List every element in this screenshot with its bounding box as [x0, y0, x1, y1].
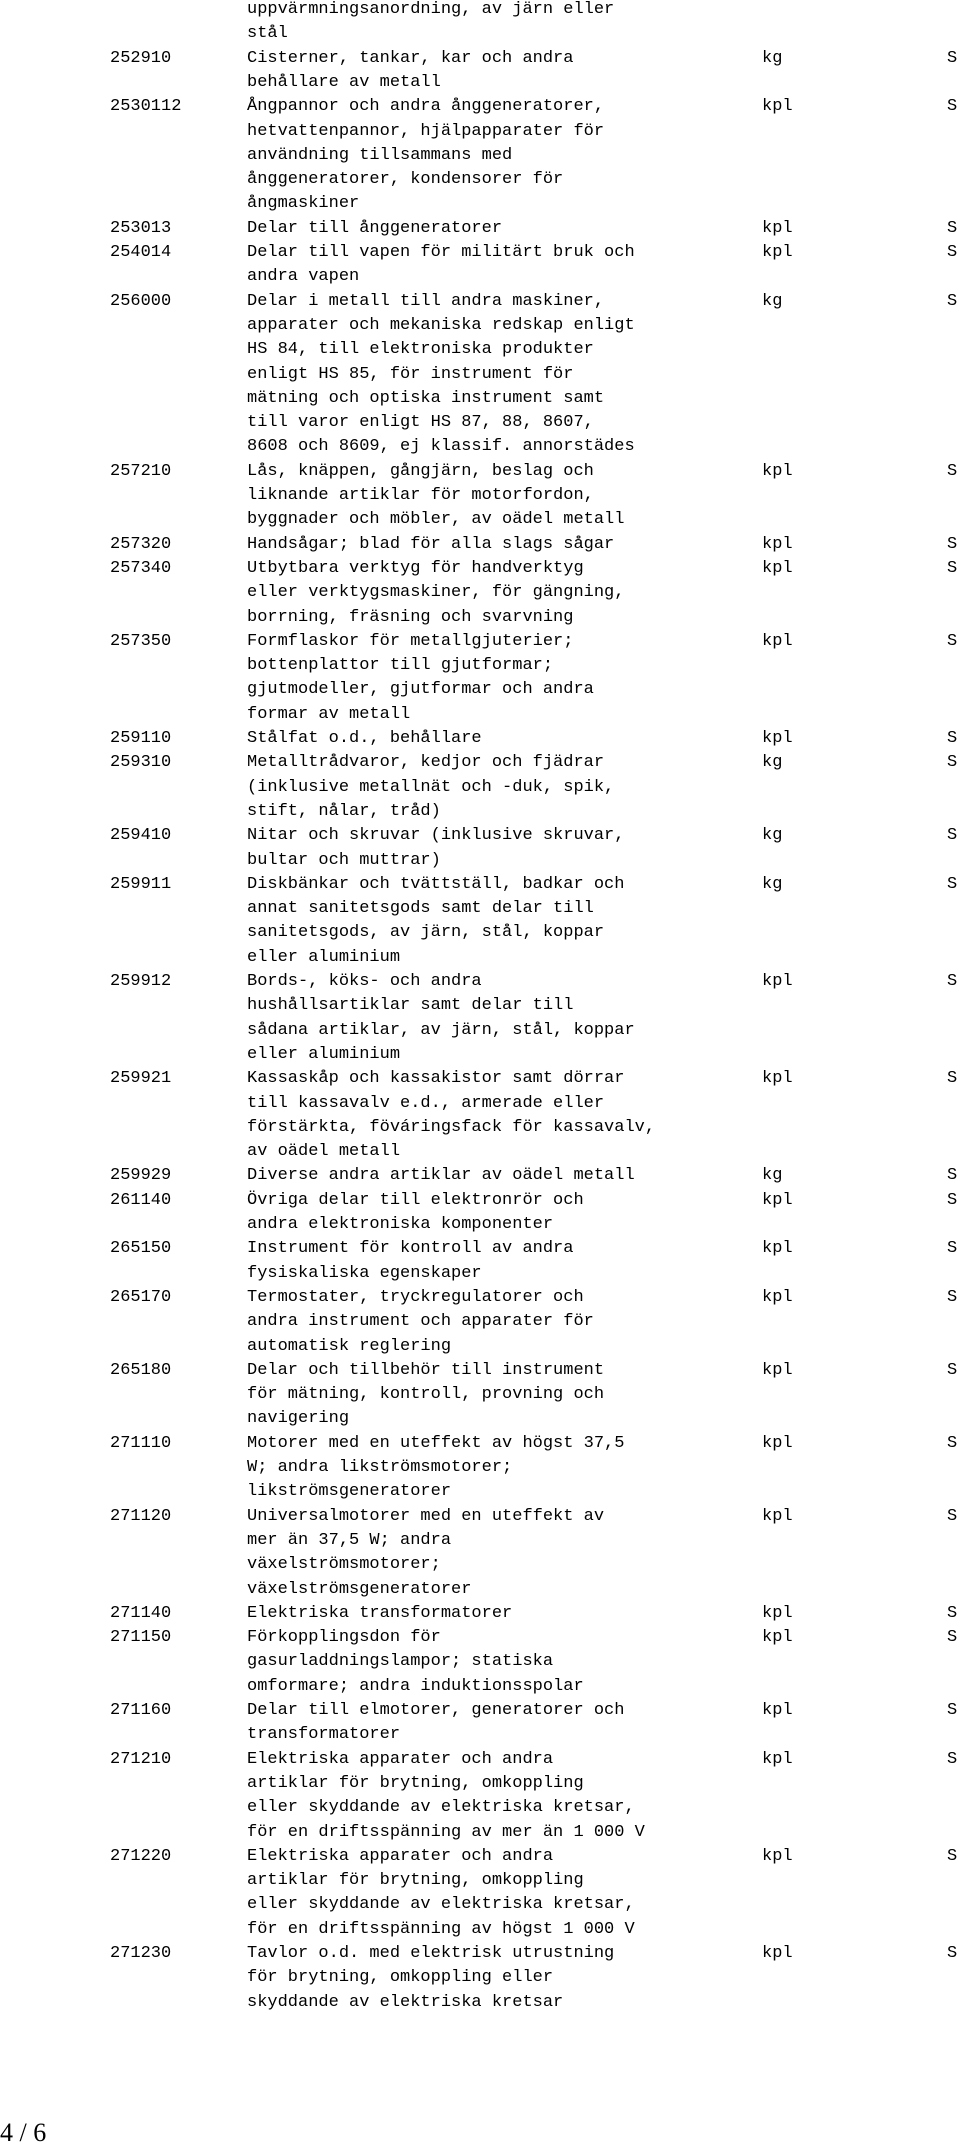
product-code: 259912	[110, 972, 172, 991]
product-code: 265150	[110, 1239, 172, 1259]
product-description-line: enligt HS 85, för instrument för	[247, 364, 574, 384]
product-code: 254014	[110, 243, 172, 262]
product-description-line: ånggeneratorer, kondensorer för	[247, 170, 564, 190]
product-description-line: gjutmodeller, gjutformar och andra	[247, 680, 594, 700]
unit-value: kpl	[762, 1069, 793, 1089]
unit-value: kg	[762, 874, 783, 894]
product-description-line: Cisterner, tankar, kar och andra	[247, 48, 574, 68]
product-description-line: sanitetsgods, av järn, stål, koppar	[247, 923, 605, 943]
product-description-line: Elektriska apparater och andra	[247, 1749, 554, 1769]
unit-value: kg	[762, 48, 783, 68]
product-description-line: Delar till elmotorer, generatorer och	[247, 1701, 625, 1720]
product-description-line: hetvattenpannor, hjälpapparater för	[247, 121, 605, 141]
product-description-line: Stålfat o.d., behållare	[247, 729, 482, 748]
category-value: S	[947, 826, 958, 846]
product-description-line: Elektriska apparater och andra	[247, 1846, 554, 1866]
product-code: 265170	[110, 1287, 172, 1307]
product-description-line: stift, nålar, tråd)	[247, 801, 441, 821]
product-code: 271140	[110, 1603, 172, 1623]
category-value: S	[947, 1239, 958, 1259]
category-value: S	[947, 1701, 958, 1720]
product-description-line: Ångpannor och andra ånggeneratorer,	[247, 97, 605, 117]
product-code: 259410	[110, 826, 172, 846]
product-description-line: till varor enligt HS 87, 88, 8607,	[247, 413, 594, 433]
unit-value: kpl	[762, 218, 793, 238]
category-value: S	[947, 1944, 958, 1963]
product-description-line: borrning, fräsning och svarvning	[247, 607, 574, 627]
category-value: S	[947, 558, 958, 578]
product-description-line: 8608 och 8609, ej klassif. annorstädes	[247, 437, 635, 457]
product-description-line: Delar och tillbehör till instrument	[247, 1360, 605, 1380]
product-description-line: liknande artiklar för motorfordon,	[247, 486, 594, 505]
product-description-line: mätning och optiska instrument samt	[247, 388, 605, 408]
product-description-line: Utbytbara verktyg för handverktyg	[247, 558, 584, 578]
unit-value: kpl	[762, 1239, 793, 1259]
category-value: S	[947, 1190, 958, 1210]
product-description-line: artiklar för brytning, omkoppling	[247, 1871, 584, 1891]
category-value: S	[947, 1603, 958, 1623]
unit-value: kg	[762, 753, 783, 773]
product-code: 271220	[110, 1846, 172, 1866]
product-code: 252910	[110, 48, 172, 68]
category-value: S	[947, 1846, 958, 1866]
unit-value: kpl	[762, 1190, 793, 1210]
product-code: 259110	[110, 729, 172, 748]
product-description-line: växelströmsgeneratorer	[247, 1579, 472, 1599]
unit-value: kg	[762, 826, 783, 846]
category-value: S	[947, 972, 958, 991]
product-description-line: ångmaskiner	[247, 194, 360, 214]
product-description-line: navigering	[247, 1409, 350, 1429]
product-description-line: eller skyddande av elektriska kretsar,	[247, 1798, 635, 1818]
product-description-line: Instrument för kontroll av andra	[247, 1239, 574, 1259]
unit-value: kpl	[762, 534, 793, 554]
unit-value: kpl	[762, 1506, 793, 1526]
product-code: 261140	[110, 1190, 172, 1210]
product-description-line: eller skyddande av elektriska kretsar,	[247, 1895, 635, 1915]
product-code: 256000	[110, 291, 172, 311]
product-description-line: eller verktygsmaskiner, för gängning,	[247, 583, 625, 603]
product-description-line: användning tillsammans med	[247, 145, 513, 165]
product-code: 271120	[110, 1506, 172, 1526]
product-description-line: andra vapen	[247, 267, 360, 287]
product-code: 265180	[110, 1360, 172, 1380]
product-description-line: (inklusive metallnät och -duk, spik,	[247, 777, 615, 797]
product-description-line: byggnader och möbler, av oädel metall	[247, 510, 625, 530]
product-description-line: Förkopplingsdon för	[247, 1628, 441, 1648]
product-description-line: för mätning, kontroll, provning och	[247, 1385, 605, 1405]
unit-value: kpl	[762, 558, 793, 578]
product-code: 259310	[110, 753, 172, 773]
product-code: 257350	[110, 631, 172, 651]
product-description-line: Elektriska transformatorer	[247, 1603, 513, 1623]
product-description-line: Kassaskåp och kassakistor samt dörrar	[247, 1069, 625, 1089]
product-description-line: artiklar för brytning, omkoppling	[247, 1773, 584, 1793]
product-code: 259911	[110, 874, 172, 894]
product-code: 271230	[110, 1944, 172, 1963]
product-description-line: Universalmotorer med en uteffekt av	[247, 1506, 605, 1526]
category-value: S	[947, 1069, 958, 1089]
product-description-line: eller aluminium	[247, 1044, 401, 1064]
product-description-line: Diverse andra artiklar av oädel metall	[247, 1166, 635, 1186]
product-description-line: Termostater, tryckregulatorer och	[247, 1287, 584, 1307]
page-number: 4 / 6	[0, 2118, 47, 2147]
product-description-line: stål	[247, 24, 288, 44]
unit-value: kpl	[762, 1749, 793, 1769]
product-description-line: skyddande av elektriska kretsar	[247, 1992, 564, 2012]
unit-value: kpl	[762, 1944, 793, 1963]
product-code: 253013	[110, 218, 172, 238]
product-description-line: andra elektroniska komponenter	[247, 1215, 554, 1234]
category-value: S	[947, 1166, 958, 1186]
product-description-line: annat sanitetsgods samt delar till	[247, 899, 594, 919]
product-description-line: W; andra likströmsmotorer;	[247, 1458, 513, 1477]
product-description-line: för en driftsspänning av mer än 1 000 V	[247, 1822, 645, 1842]
product-description-line: Metalltrådvaror, kedjor och fjädrar	[247, 753, 605, 773]
category-value: S	[947, 1287, 958, 1307]
product-description-line: hushållsartiklar samt delar till	[247, 996, 574, 1016]
unit-value: kpl	[762, 1360, 793, 1380]
unit-value: kpl	[762, 461, 793, 481]
category-value: S	[947, 291, 958, 311]
product-code: 271110	[110, 1433, 172, 1453]
product-description-line: mer än 37,5 W; andra	[247, 1530, 452, 1550]
category-value: S	[947, 1360, 958, 1380]
category-value: S	[947, 874, 958, 894]
category-value: S	[947, 461, 958, 481]
category-value: S	[947, 97, 958, 117]
product-description-line: för brytning, omkoppling eller	[247, 1968, 554, 1988]
product-description-line: HS 84, till elektroniska produkter	[247, 340, 594, 360]
product-description-line: Nitar och skruvar (inklusive skruvar,	[247, 826, 625, 846]
product-description-line: Bords-, köks- och andra	[247, 972, 482, 991]
product-description-line: Övriga delar till elektronrör och	[247, 1190, 584, 1210]
product-description-line: förstärkta, föváringsfack för kassavalv,	[247, 1117, 656, 1137]
product-code: 259929	[110, 1166, 172, 1186]
product-description-line: gasurladdningslampor; statiska	[247, 1652, 554, 1672]
product-description-line: Tavlor o.d. med elektrisk utrustning	[247, 1944, 615, 1963]
product-description-line: andra instrument och apparater för	[247, 1312, 594, 1332]
product-code: 257210	[110, 461, 172, 481]
product-description-line: formar av metall	[247, 704, 411, 724]
product-description-line: apparater och mekaniska redskap enligt	[247, 315, 635, 335]
unit-value: kpl	[762, 1846, 793, 1866]
product-code: 271160	[110, 1701, 172, 1720]
unit-value: kpl	[762, 729, 793, 748]
product-description-line: Delar till vapen för militärt bruk och	[247, 243, 635, 262]
product-description-line: uppvärmningsanordning, av järn eller	[247, 0, 615, 19]
product-code: 259921	[110, 1069, 172, 1089]
product-description-line: Delar i metall till andra maskiner,	[247, 291, 605, 311]
category-value: S	[947, 1628, 958, 1648]
product-description-line: Handsågar; blad för alla slags sågar	[247, 534, 615, 554]
product-code: 257340	[110, 558, 172, 578]
product-description-line: till kassavalv e.d., armerade eller	[247, 1093, 605, 1113]
unit-value: kpl	[762, 972, 793, 991]
product-description-line: bultar och muttrar)	[247, 850, 441, 870]
unit-value: kpl	[762, 631, 793, 651]
unit-value: kg	[762, 1166, 783, 1186]
category-value: S	[947, 753, 958, 773]
category-value: S	[947, 631, 958, 651]
product-description-line: Motorer med en uteffekt av högst 37,5	[247, 1433, 625, 1453]
product-description-line: omformare; andra induktionsspolar	[247, 1676, 584, 1696]
category-value: S	[947, 48, 958, 68]
unit-value: kpl	[762, 1433, 793, 1453]
product-description-line: sådana artiklar, av järn, stål, koppar	[247, 1020, 635, 1040]
product-description-line: Formflaskor för metallgjuterier;	[247, 631, 574, 651]
category-value: S	[947, 243, 958, 262]
product-description-line: växelströmsmotorer;	[247, 1555, 441, 1575]
product-description-line: fysiskaliska egenskaper	[247, 1263, 482, 1283]
product-description-line: transformatorer	[247, 1725, 401, 1745]
product-description-line: Delar till ånggeneratorer	[247, 218, 503, 238]
category-value: S	[947, 218, 958, 238]
unit-value: kpl	[762, 1628, 793, 1648]
product-description-line: likströmsgeneratorer	[247, 1482, 452, 1502]
product-code: 257320	[110, 534, 172, 554]
category-value: S	[947, 1506, 958, 1526]
product-description-line: behållare av metall	[247, 72, 441, 92]
unit-value: kg	[762, 291, 783, 311]
product-code: 271210	[110, 1749, 172, 1769]
product-description-line: eller aluminium	[247, 947, 401, 967]
category-value: S	[947, 1749, 958, 1769]
product-code: 2530112	[110, 97, 182, 117]
product-description-line: automatisk reglering	[247, 1336, 452, 1356]
product-description-line: Diskbänkar och tvättställ, badkar och	[247, 874, 625, 894]
unit-value: kpl	[762, 1701, 793, 1720]
unit-value: kpl	[762, 1603, 793, 1623]
product-description-line: Lås, knäppen, gångjärn, beslag och	[247, 461, 594, 481]
category-value: S	[947, 1433, 958, 1453]
unit-value: kpl	[762, 97, 793, 117]
product-description-line: bottenplattor till gjutformar;	[247, 656, 554, 676]
category-value: S	[947, 534, 958, 554]
product-code: 271150	[110, 1628, 172, 1648]
category-value: S	[947, 729, 958, 748]
unit-value: kpl	[762, 1287, 793, 1307]
product-description-line: för en driftsspänning av högst 1 000 V	[247, 1919, 635, 1939]
product-description-line: av oädel metall	[247, 1142, 401, 1162]
unit-value: kpl	[762, 243, 793, 262]
